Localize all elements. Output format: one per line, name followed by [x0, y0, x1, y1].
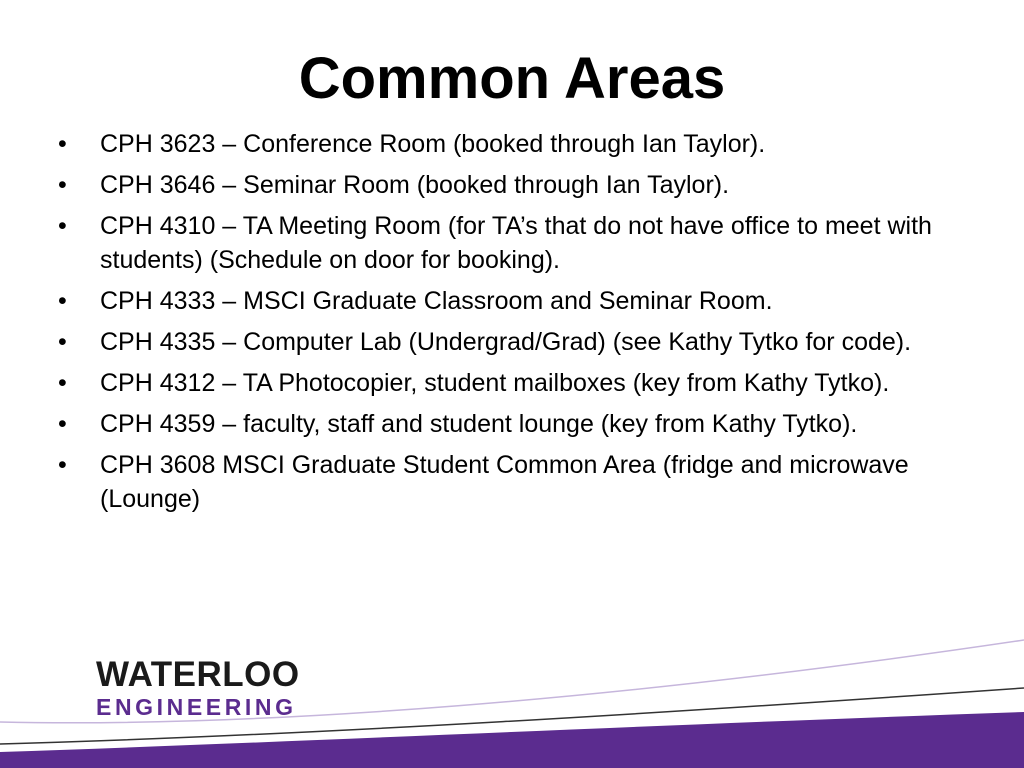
bullet-text: CPH 3623 – Conference Room (booked through Ian Taylor).	[100, 130, 766, 158]
bullet-text: CPH 4359 – faculty, staff and student lounge (key from Kathy Tytko).	[100, 410, 858, 438]
bullet-marker: •	[58, 287, 67, 315]
bullet-marker: •	[58, 130, 67, 158]
bullet-marker: •	[58, 328, 67, 356]
waterloo-engineering-logo	[96, 656, 300, 720]
list-item	[58, 209, 958, 277]
list-item	[58, 325, 958, 359]
bullet-marker: •	[58, 212, 67, 240]
list-item	[58, 168, 958, 202]
slide-title: Common Areas	[298, 46, 726, 111]
bullet-marker: •	[58, 410, 67, 438]
bullet-text: CPH 4333 – MSCI Graduate Classroom and Seminar Room.	[100, 287, 773, 315]
bullet-text: CPH 4335 – Computer Lab (Undergrad/Grad) (see Kathy Tytko for code).	[100, 328, 912, 356]
bullet-list	[58, 127, 958, 523]
bullet-marker: •	[58, 171, 67, 199]
logo-wordmark-bottom: ENGINEERING	[96, 694, 297, 720]
list-item	[58, 366, 958, 400]
bullet-text: CPH 4312 – TA Photocopier, student mailboxes (key from Kathy Tytko).	[100, 369, 890, 397]
bullet-text: CPH 3608 MSCI Graduate Student Common Area (fridge and microwave (Lounge)	[100, 451, 909, 513]
bullet-text: CPH 4310 – TA Meeting Room (for TA’s that do not have office to meet with students) (Schedule on door for booking).	[100, 212, 932, 274]
list-item	[58, 127, 958, 161]
list-item	[58, 284, 958, 318]
logo-wordmark-top: WATERLOO	[96, 655, 300, 694]
bullet-text: CPH 3646 – Seminar Room (booked through Ian Taylor).	[100, 171, 730, 199]
list-item	[58, 448, 958, 516]
bullet-marker: •	[58, 369, 67, 397]
list-item	[58, 407, 958, 441]
bullet-marker: •	[58, 451, 67, 479]
